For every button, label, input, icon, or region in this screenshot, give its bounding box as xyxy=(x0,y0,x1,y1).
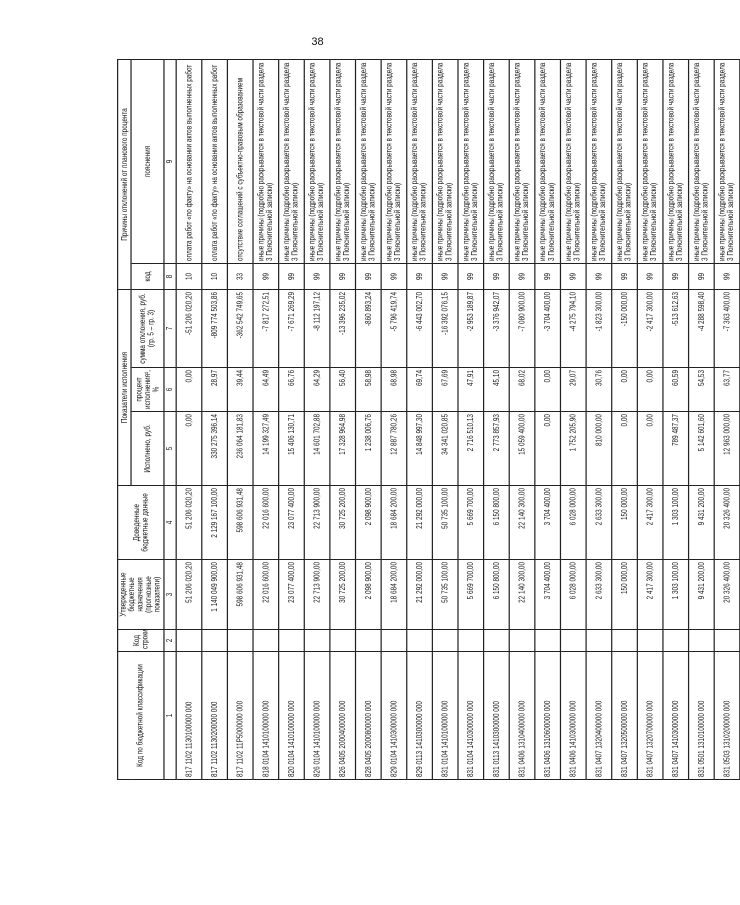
cell-line xyxy=(663,630,689,652)
col-index: 7 xyxy=(164,289,176,367)
cell-line xyxy=(637,630,663,652)
cell-deviation: -51 206 020,20 xyxy=(176,289,202,367)
cell-reason: отсутствие соглашений с субъектно-правовым образованием xyxy=(227,59,253,263)
table-row xyxy=(330,59,356,779)
cell-code: 831 0113 1410300000 000 xyxy=(484,652,510,780)
header-executed: Исполнено, руб. xyxy=(131,412,164,486)
cell-reason-code: 99 xyxy=(407,263,433,289)
table-row xyxy=(458,59,484,779)
cell-deviation: -860 893,24 xyxy=(356,289,382,367)
table-row xyxy=(714,59,740,779)
cell-percent: 67,69 xyxy=(432,368,458,412)
cell-percent: 68,98 xyxy=(381,368,407,412)
cell-percent: 0,00 xyxy=(176,368,202,412)
cell-limits: 6 150 800,00 xyxy=(484,486,510,560)
cell-deviation: -3 704 400,00 xyxy=(535,289,561,367)
cell-reason-code: 99 xyxy=(612,263,638,289)
cell-line xyxy=(202,630,228,652)
cell-approved: 51 206 020,20 xyxy=(176,560,202,630)
cell-reason-code: 99 xyxy=(637,263,663,289)
cell-limits: 2 633 300,00 xyxy=(586,486,612,560)
cell-reason-code: 99 xyxy=(356,263,382,289)
cell-code: 828 0405 2000800000 000 xyxy=(356,652,382,780)
cell-deviation: -8 112 197,12 xyxy=(304,289,330,367)
cell-reason: иные причины (подробно раскрывается в текстовой части раздела 3 Пояснительной записки) xyxy=(637,59,663,263)
header-percent: процент исполнения¹, % xyxy=(131,368,164,412)
cell-approved: 23 077 400,00 xyxy=(279,560,305,630)
cell-line xyxy=(227,630,253,652)
cell-executed: 236 064 181,83 xyxy=(227,412,253,486)
cell-reason-code: 99 xyxy=(689,263,715,289)
col-index: 4 xyxy=(164,486,176,560)
cell-line xyxy=(535,630,561,652)
cell-approved: 22 016 600,00 xyxy=(253,560,279,630)
col-index: 8 xyxy=(164,263,176,289)
cell-code: 831 0407 1320500000 000 xyxy=(612,652,638,780)
cell-percent: 45,10 xyxy=(484,368,510,412)
cell-approved: 598 606 931,48 xyxy=(227,560,253,630)
cell-approved: 150 000,00 xyxy=(612,560,638,630)
cell-limits: 150 000,00 xyxy=(612,486,638,560)
cell-executed: 0,00 xyxy=(176,412,202,486)
col-index: 6 xyxy=(164,368,176,412)
table-row xyxy=(535,59,561,779)
header-code-bk: Код по бюджетной классификации xyxy=(118,652,164,780)
cell-executed: 2 773 857,93 xyxy=(484,412,510,486)
cell-deviation: -362 542 749,65 xyxy=(227,289,253,367)
cell-line xyxy=(330,630,356,652)
cell-reason: иные причины (подробно раскрывается в текстовой части раздела 3 Пояснительной записки) xyxy=(612,59,638,263)
column-index-row xyxy=(164,59,176,779)
col-index: 5 xyxy=(164,412,176,486)
header-reasons: Причины отклонений от планового процента xyxy=(118,59,132,289)
cell-code: 831 0407 1320400000 000 xyxy=(586,652,612,780)
cell-reason-code: 99 xyxy=(432,263,458,289)
page-number: 38 xyxy=(311,36,324,48)
cell-executed: 34 341 020,85 xyxy=(432,412,458,486)
table-row xyxy=(279,59,305,779)
cell-deviation: -4 275 794,10 xyxy=(560,289,586,367)
cell-deviation: -7 080 900,00 xyxy=(509,289,535,367)
cell-percent: 47,91 xyxy=(458,368,484,412)
cell-code: 831 0104 1410300000 000 xyxy=(458,652,484,780)
cell-deviation: -7 363 400,00 xyxy=(714,289,740,367)
cell-reason: иные причины (подробно раскрывается в текстовой части раздела 3 Пояснительной записки) xyxy=(535,59,561,263)
cell-deviation: -2 417 300,00 xyxy=(637,289,663,367)
table-row xyxy=(560,59,586,779)
cell-line xyxy=(304,630,330,652)
cell-limits: 21 292 000,00 xyxy=(407,486,433,560)
header-row-1 xyxy=(118,59,132,779)
cell-deviation: -7 671 269,29 xyxy=(279,289,305,367)
cell-reason: оплата работ «по факту» на основании актов выполненных работ xyxy=(202,59,228,263)
cell-code: 820 0104 1410100000 000 xyxy=(279,652,305,780)
cell-percent: 68,02 xyxy=(509,368,535,412)
cell-reason-code: 10 xyxy=(176,263,202,289)
cell-approved: 3 704 400,00 xyxy=(535,560,561,630)
cell-code: 818 0104 1410100000 000 xyxy=(253,652,279,780)
cell-executed: 2 716 510,13 xyxy=(458,412,484,486)
cell-line xyxy=(689,630,715,652)
table-row xyxy=(202,59,228,779)
cell-reason-code: 99 xyxy=(714,263,740,289)
cell-code: 826 0405 2000400000 000 xyxy=(330,652,356,780)
cell-reason-code: 99 xyxy=(560,263,586,289)
col-index: 9 xyxy=(164,59,176,263)
cell-executed: 330 275 396,14 xyxy=(202,412,228,486)
cell-approved: 5 669 700,00 xyxy=(458,560,484,630)
cell-executed: 15 059 400,00 xyxy=(509,412,535,486)
cell-deviation: -150 000,00 xyxy=(612,289,638,367)
cell-line xyxy=(381,630,407,652)
cell-approved: 21 292 000,00 xyxy=(407,560,433,630)
cell-executed: 15 406 130,71 xyxy=(279,412,305,486)
cell-reason: иные причины (подробно раскрывается в текстовой части раздела 3 Пояснительной записки) xyxy=(304,59,330,263)
cell-approved: 2 098 900,00 xyxy=(356,560,382,630)
cell-deviation: -2 953 189,87 xyxy=(458,289,484,367)
cell-reason-code: 99 xyxy=(484,263,510,289)
cell-deviation: -5 796 419,74 xyxy=(381,289,407,367)
cell-line xyxy=(458,630,484,652)
cell-reason-code: 99 xyxy=(509,263,535,289)
cell-limits: 1 303 100,00 xyxy=(663,486,689,560)
cell-reason: иные причины (подробно раскрывается в текстовой части раздела 3 Пояснительной записки) xyxy=(432,59,458,263)
cell-percent: 54,53 xyxy=(689,368,715,412)
col-index: 3 xyxy=(164,560,176,630)
cell-percent: 30,76 xyxy=(586,368,612,412)
cell-reason-code: 99 xyxy=(586,263,612,289)
table-row xyxy=(407,59,433,779)
cell-percent: 0,00 xyxy=(535,368,561,412)
header-reason-code: код xyxy=(131,263,164,289)
cell-limits: 20 326 400,00 xyxy=(714,486,740,560)
cell-reason-code: 99 xyxy=(458,263,484,289)
table-row xyxy=(253,59,279,779)
cell-code: 826 0104 1410100000 000 xyxy=(304,652,330,780)
cell-percent: 56,40 xyxy=(330,368,356,412)
cell-executed: 0,00 xyxy=(535,412,561,486)
cell-code: 831 0407 1410300000 000 xyxy=(663,652,689,780)
cell-line xyxy=(176,630,202,652)
header-approved: Утвержденные бюджетные назначения (прогнозные показатели) xyxy=(118,560,164,630)
table-row xyxy=(356,59,382,779)
header-reason-text: пояснения xyxy=(131,59,164,263)
table-row xyxy=(227,59,253,779)
cell-line xyxy=(356,630,382,652)
cell-percent: 0,00 xyxy=(612,368,638,412)
table-row xyxy=(432,59,458,779)
cell-reason: иные причины (подробно раскрывается в текстовой части раздела 3 Пояснительной записки) xyxy=(586,59,612,263)
cell-executed: 0,00 xyxy=(637,412,663,486)
cell-approved: 2 417 300,00 xyxy=(637,560,663,630)
cell-code: 831 0501 1310100000 000 xyxy=(689,652,715,780)
cell-line xyxy=(407,630,433,652)
cell-reason: иные причины (подробно раскрывается в текстовой части раздела 3 Пояснительной записки) xyxy=(381,59,407,263)
cell-approved: 18 684 200,00 xyxy=(381,560,407,630)
cell-executed: 810 000,00 xyxy=(586,412,612,486)
cell-code: 831 0503 1310200000 000 xyxy=(714,652,740,780)
cell-percent: 60,59 xyxy=(663,368,689,412)
cell-approved: 22 140 300,00 xyxy=(509,560,535,630)
cell-limits: 18 684 200,00 xyxy=(381,486,407,560)
cell-limits: 30 725 200,00 xyxy=(330,486,356,560)
table-row xyxy=(689,59,715,779)
cell-approved: 6 150 800,00 xyxy=(484,560,510,630)
cell-percent: 28,97 xyxy=(202,368,228,412)
cell-limits: 9 431 200,00 xyxy=(689,486,715,560)
header-indicators: Показатели исполнения xyxy=(118,289,132,485)
cell-reason: иные причины (подробно раскрывается в текстовой части раздела 3 Пояснительной записки) xyxy=(279,59,305,263)
header-deviation: сумма отклонения, руб. (гр. 5 – гр. 3) xyxy=(131,289,164,367)
cell-percent: 69,74 xyxy=(407,368,433,412)
cell-percent: 66,76 xyxy=(279,368,305,412)
cell-limits: 50 735 100,00 xyxy=(432,486,458,560)
cell-code: 831 0406 1310600000 000 xyxy=(535,652,561,780)
cell-executed: 17 328 964,98 xyxy=(330,412,356,486)
cell-limits: 2 098 900,00 xyxy=(356,486,382,560)
cell-line xyxy=(612,630,638,652)
cell-approved: 2 633 300,00 xyxy=(586,560,612,630)
cell-code: 829 0104 1410300000 000 xyxy=(381,652,407,780)
cell-reason-code: 99 xyxy=(381,263,407,289)
cell-reason: иные причины (подробно раскрывается в текстовой части раздела 3 Пояснительной записки) xyxy=(330,59,356,263)
cell-reason-code: 99 xyxy=(304,263,330,289)
cell-reason: иные причины (подробно раскрывается в текстовой части раздела 3 Пояснительной записки) xyxy=(560,59,586,263)
cell-reason: иные причины (подробно раскрывается в текстовой части раздела 3 Пояснительной записки) xyxy=(356,59,382,263)
cell-executed: 1 752 205,90 xyxy=(560,412,586,486)
cell-reason: иные причины (подробно раскрывается в текстовой части раздела 3 Пояснительной записки) xyxy=(663,59,689,263)
cell-approved: 30 725 200,00 xyxy=(330,560,356,630)
cell-reason-code: 99 xyxy=(535,263,561,289)
execution-table xyxy=(117,59,740,780)
cell-deviation: -4 288 598,40 xyxy=(689,289,715,367)
cell-reason: иные причины (подробно раскрывается в текстовой части раздела 3 Пояснительной записки) xyxy=(484,59,510,263)
cell-code: 831 0104 1410100000 000 xyxy=(432,652,458,780)
cell-executed: 0,00 xyxy=(612,412,638,486)
cell-deviation: -809 774 503,86 xyxy=(202,289,228,367)
cell-code: 829 0113 1410300000 000 xyxy=(407,652,433,780)
cell-limits: 2 417 300,00 xyxy=(637,486,663,560)
cell-deviation: -1 823 300,00 xyxy=(586,289,612,367)
cell-line xyxy=(279,630,305,652)
cell-limits: 6 028 000,00 xyxy=(560,486,586,560)
cell-percent: 39,44 xyxy=(227,368,253,412)
cell-approved: 1 140 049 900,00 xyxy=(202,560,228,630)
cell-reason: иные причины (подробно раскрывается в текстовой части раздела 3 Пояснительной записки) xyxy=(509,59,535,263)
cell-deviation: -3 376 942,07 xyxy=(484,289,510,367)
cell-approved: 50 735 100,00 xyxy=(432,560,458,630)
cell-reason: иные причины (подробно раскрывается в текстовой части раздела 3 Пояснительной записки) xyxy=(458,59,484,263)
cell-limits: 5 669 700,00 xyxy=(458,486,484,560)
cell-deviation: -6 443 002,70 xyxy=(407,289,433,367)
rotated-table-container xyxy=(117,60,736,780)
cell-limits: 22 140 300,00 xyxy=(509,486,535,560)
cell-percent: 64,29 xyxy=(304,368,330,412)
table-row xyxy=(381,59,407,779)
cell-code: 817 1102 11P5000000 000 xyxy=(227,652,253,780)
table-body xyxy=(176,59,740,779)
table-row xyxy=(586,59,612,779)
cell-executed: 14 848 997,30 xyxy=(407,412,433,486)
cell-code: 831 0407 1320700000 000 xyxy=(637,652,663,780)
cell-limits: 598 606 931,48 xyxy=(227,486,253,560)
cell-line xyxy=(432,630,458,652)
cell-executed: 1 238 006,76 xyxy=(356,412,382,486)
cell-reason-code: 99 xyxy=(279,263,305,289)
cell-reason: иные причины (подробно раскрывается в текстовой части раздела 3 Пояснительной записки) xyxy=(407,59,433,263)
cell-line xyxy=(560,630,586,652)
cell-approved: 6 028 000,00 xyxy=(560,560,586,630)
cell-code: 817 1102 1130100000 000 xyxy=(176,652,202,780)
cell-limits: 23 077 400,00 xyxy=(279,486,305,560)
cell-executed: 12 963 000,00 xyxy=(714,412,740,486)
cell-percent: 29,07 xyxy=(560,368,586,412)
cell-approved: 20 326 400,00 xyxy=(714,560,740,630)
cell-reason-code: 10 xyxy=(202,263,228,289)
table-row xyxy=(304,59,330,779)
header-code-row: Код строки xyxy=(118,630,164,652)
cell-limits: 2 129 167 100,00 xyxy=(202,486,228,560)
cell-limits: 22 713 900,00 xyxy=(304,486,330,560)
cell-approved: 1 303 100,00 xyxy=(663,560,689,630)
cell-approved: 9 431 200,00 xyxy=(689,560,715,630)
cell-reason-code: 99 xyxy=(253,263,279,289)
cell-line xyxy=(714,630,740,652)
cell-approved: 22 713 900,00 xyxy=(304,560,330,630)
table-row xyxy=(663,59,689,779)
cell-reason: иные причины (подробно раскрывается в текстовой части раздела 3 Пояснительной записки) xyxy=(253,59,279,263)
cell-code: 831 0406 1310400000 000 xyxy=(509,652,535,780)
cell-code: 831 0406 1410300000 000 xyxy=(560,652,586,780)
table-row xyxy=(637,59,663,779)
cell-deviation: -513 612,63 xyxy=(663,289,689,367)
cell-line xyxy=(253,630,279,652)
table-row xyxy=(484,59,510,779)
cell-limits: 22 016 600,00 xyxy=(253,486,279,560)
cell-executed: 5 142 601,60 xyxy=(689,412,715,486)
cell-executed: 14 199 327,49 xyxy=(253,412,279,486)
cell-line xyxy=(586,630,612,652)
cell-reason-code: 33 xyxy=(227,263,253,289)
cell-percent: 64,49 xyxy=(253,368,279,412)
cell-executed: 789 487,37 xyxy=(663,412,689,486)
cell-percent: 0,00 xyxy=(637,368,663,412)
cell-deviation: -13 396 235,02 xyxy=(330,289,356,367)
table-row xyxy=(612,59,638,779)
cell-limits: 3 704 400,00 xyxy=(535,486,561,560)
cell-reason-code: 99 xyxy=(663,263,689,289)
cell-line xyxy=(509,630,535,652)
table-row xyxy=(509,59,535,779)
cell-executed: 12 887 780,26 xyxy=(381,412,407,486)
table-row xyxy=(176,59,202,779)
cell-percent: 63,77 xyxy=(714,368,740,412)
cell-reason: иные причины (подробно раскрывается в текстовой части раздела 3 Пояснительной записки) xyxy=(689,59,715,263)
cell-limits: 51 206 020,20 xyxy=(176,486,202,560)
cell-percent: 58,98 xyxy=(356,368,382,412)
cell-reason-code: 99 xyxy=(330,263,356,289)
cell-deviation: -16 392 076,15 xyxy=(432,289,458,367)
col-index: 1 xyxy=(164,652,176,780)
cell-executed: 14 601 702,88 xyxy=(304,412,330,486)
cell-code: 817 1102 1130200000 000 xyxy=(202,652,228,780)
cell-reason: иные причины (подробно раскрывается в текстовой части раздела 3 Пояснительной записки) xyxy=(714,59,740,263)
cell-deviation: -7 817 272,51 xyxy=(253,289,279,367)
col-index: 2 xyxy=(164,630,176,652)
cell-line xyxy=(484,630,510,652)
cell-reason: оплата работ «по факту» на основании актов выполненных работ xyxy=(176,59,202,263)
header-limits: Доведенные бюджетные данные xyxy=(118,486,164,560)
